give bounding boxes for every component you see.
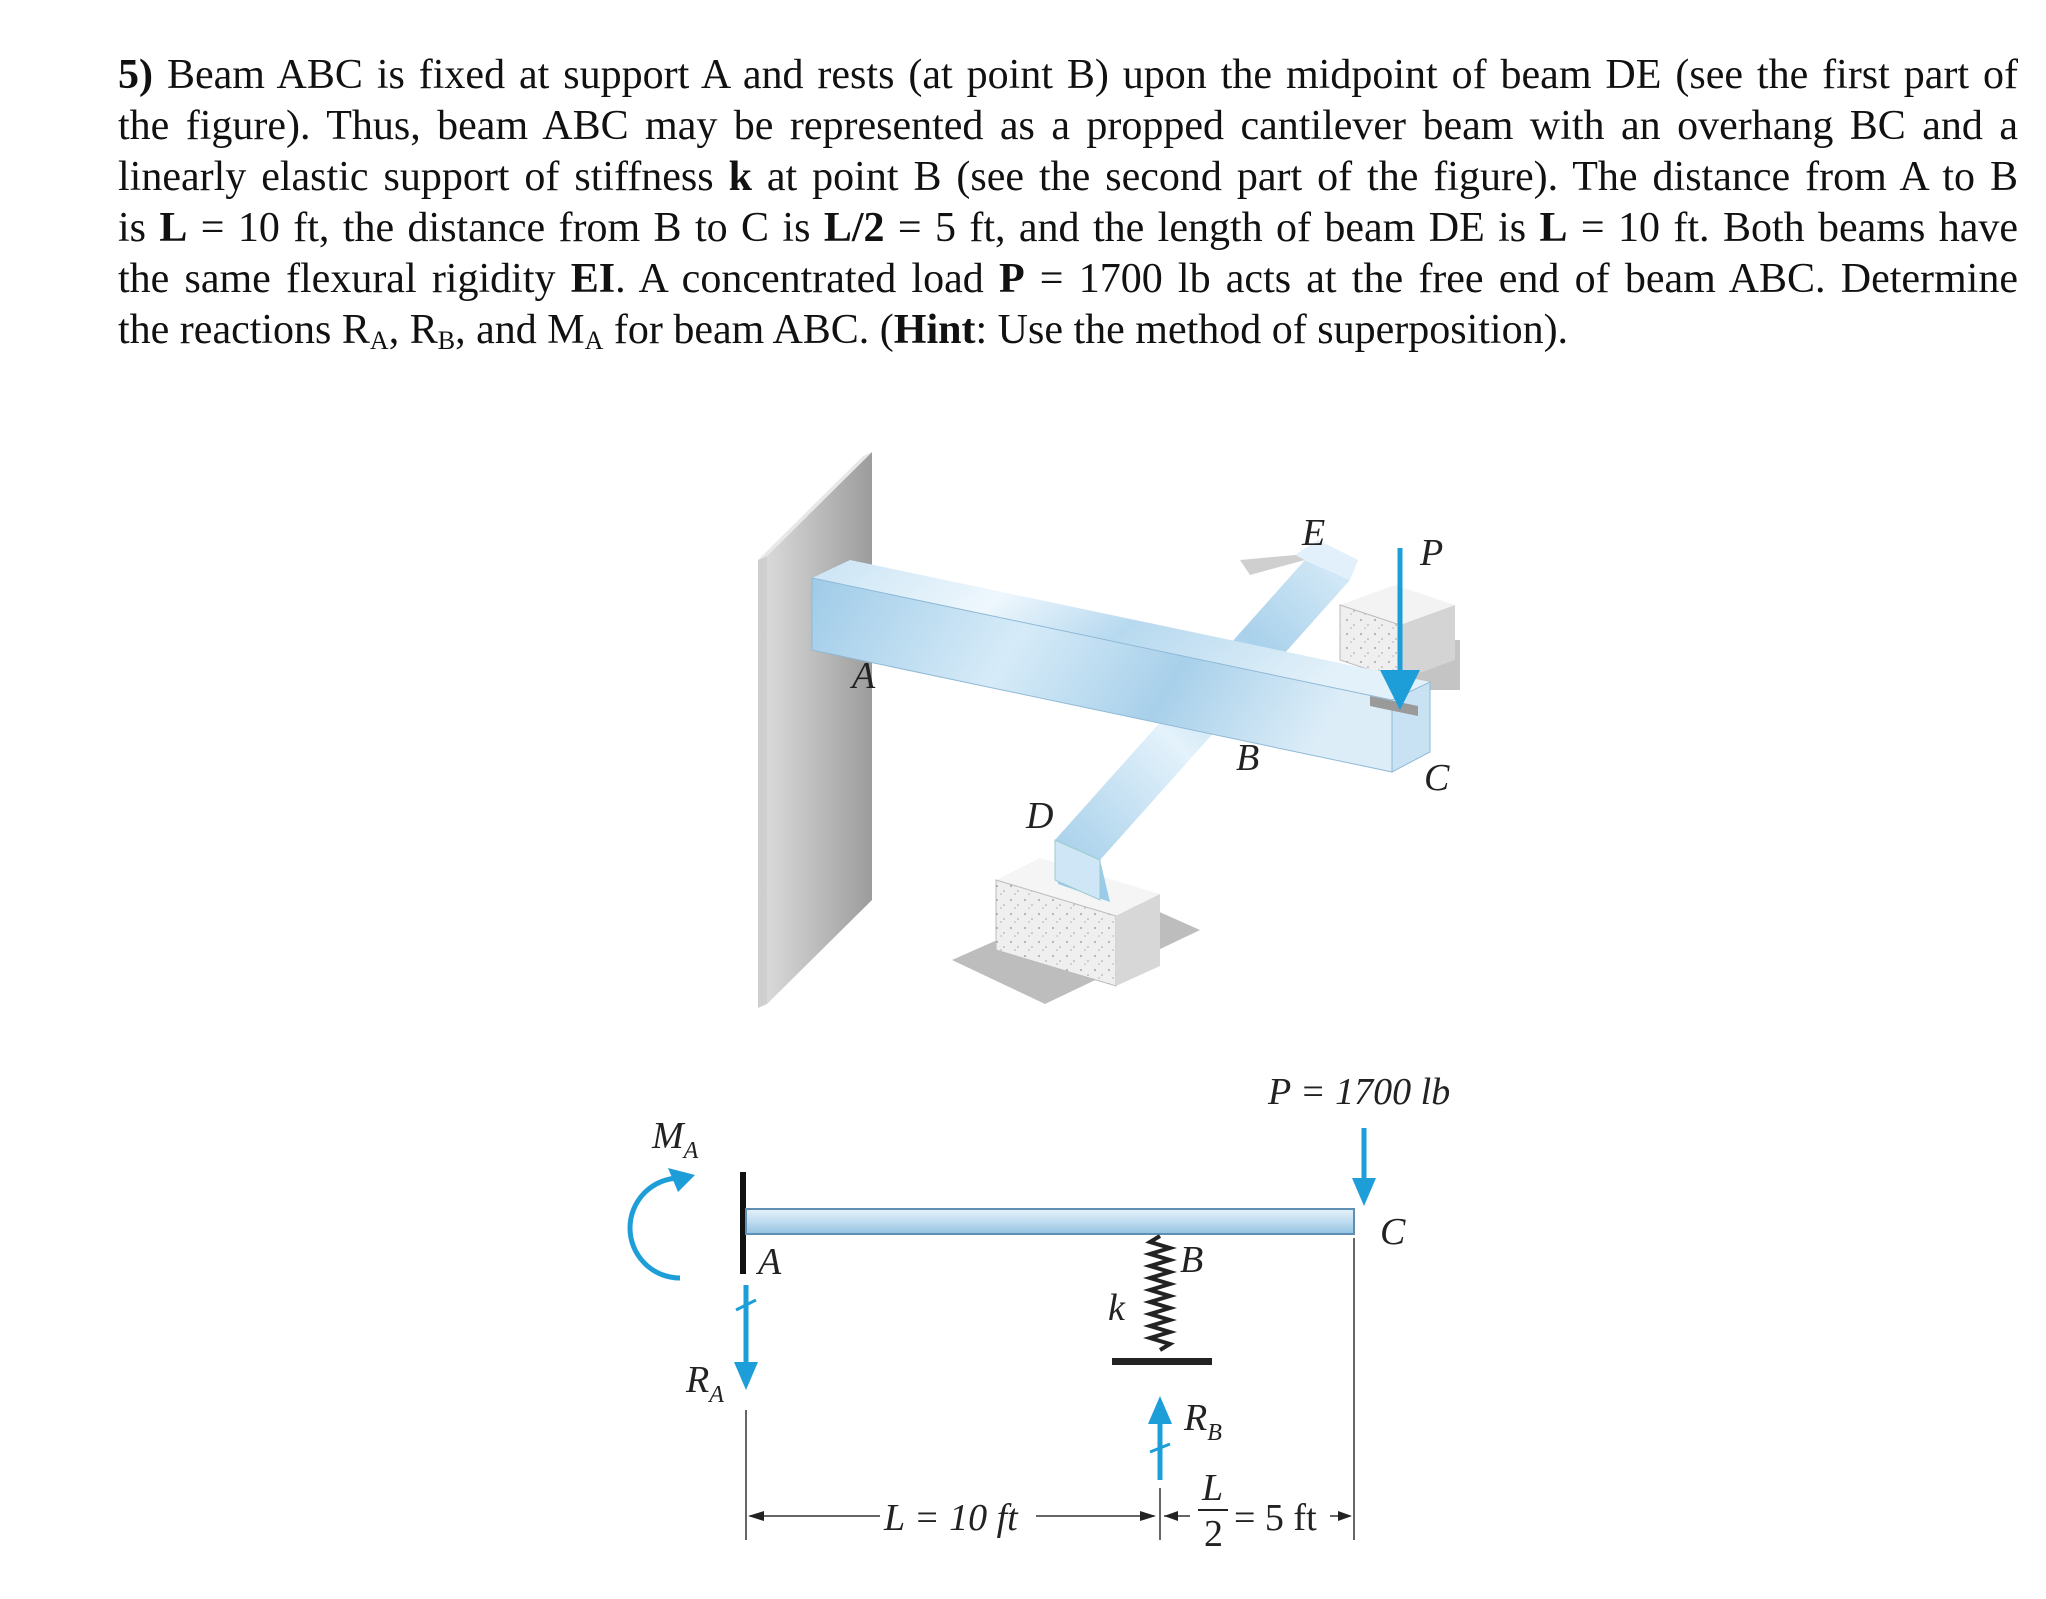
figure-2d: [630, 1071, 1450, 1555]
dim-half-value: = 5 ft: [1234, 1497, 1317, 1539]
moment-arrow-ma: [630, 1178, 680, 1278]
figure-3d: [758, 452, 1460, 1008]
label-ra: $R_A$: [686, 1359, 724, 1408]
label-ma: $M_A$: [652, 1115, 699, 1164]
label-2d-c: C: [1380, 1211, 1406, 1253]
problem-line-4: is L = 10 ft, the distance from B to C is L/2 = 5 ft, and the length of beam DE is L = 10 ft. Both beams have: [118, 205, 2018, 251]
label-3d-a: A: [852, 655, 876, 697]
label-rb: $R_B$: [1184, 1397, 1222, 1446]
label-3d-b: B: [1236, 737, 1260, 779]
dim-half-den: 2: [1204, 1513, 1223, 1555]
dim-half-num: L: [1202, 1467, 1224, 1509]
problem-number: 5): [118, 52, 153, 98]
fixed-wall-3d: [758, 452, 872, 1008]
problem-line-5: the same flexural rigidity EI. A concentrated load P = 1700 lb acts at the free end of beam ABC. Determine: [118, 256, 2018, 302]
label-2d-a: A: [758, 1241, 782, 1283]
reaction-arrowhead-rb: [1148, 1396, 1172, 1424]
label-3d-e: E: [1302, 512, 1326, 554]
problem-line-2: the figure). Thus, beam ABC may be represented as a propped cantilever beam with an overhang BC and a: [118, 103, 2018, 149]
beam-abc-2d: [746, 1209, 1354, 1234]
label-k: k: [1108, 1287, 1125, 1329]
problem-line-6: the reactions $R_A$, $R_B$, and $M_A$ for beam ABC. (Hint: Use the method of superposition).: [118, 307, 1569, 355]
reaction-arrowhead-ra: [734, 1362, 758, 1390]
label-2d-b: B: [1180, 1239, 1204, 1281]
load-arrowhead-2d: [1352, 1178, 1376, 1206]
label-3d-p: P: [1420, 532, 1444, 574]
label-3d-d: D: [1026, 795, 1054, 837]
load-label: P = 1700 lb: [1268, 1071, 1451, 1113]
label-3d-c: C: [1424, 757, 1450, 799]
dim-l-label: L = 10 ft: [884, 1497, 1018, 1539]
problem-line-3: linearly elastic support of stiffness k at point B (see the second part of the figure). The distance from A to B: [118, 154, 2018, 200]
problem-line-1: 5) Beam ABC is fixed at support A and rests (at point B) upon the midpoint of beam DE (see the first part of: [118, 52, 2018, 98]
